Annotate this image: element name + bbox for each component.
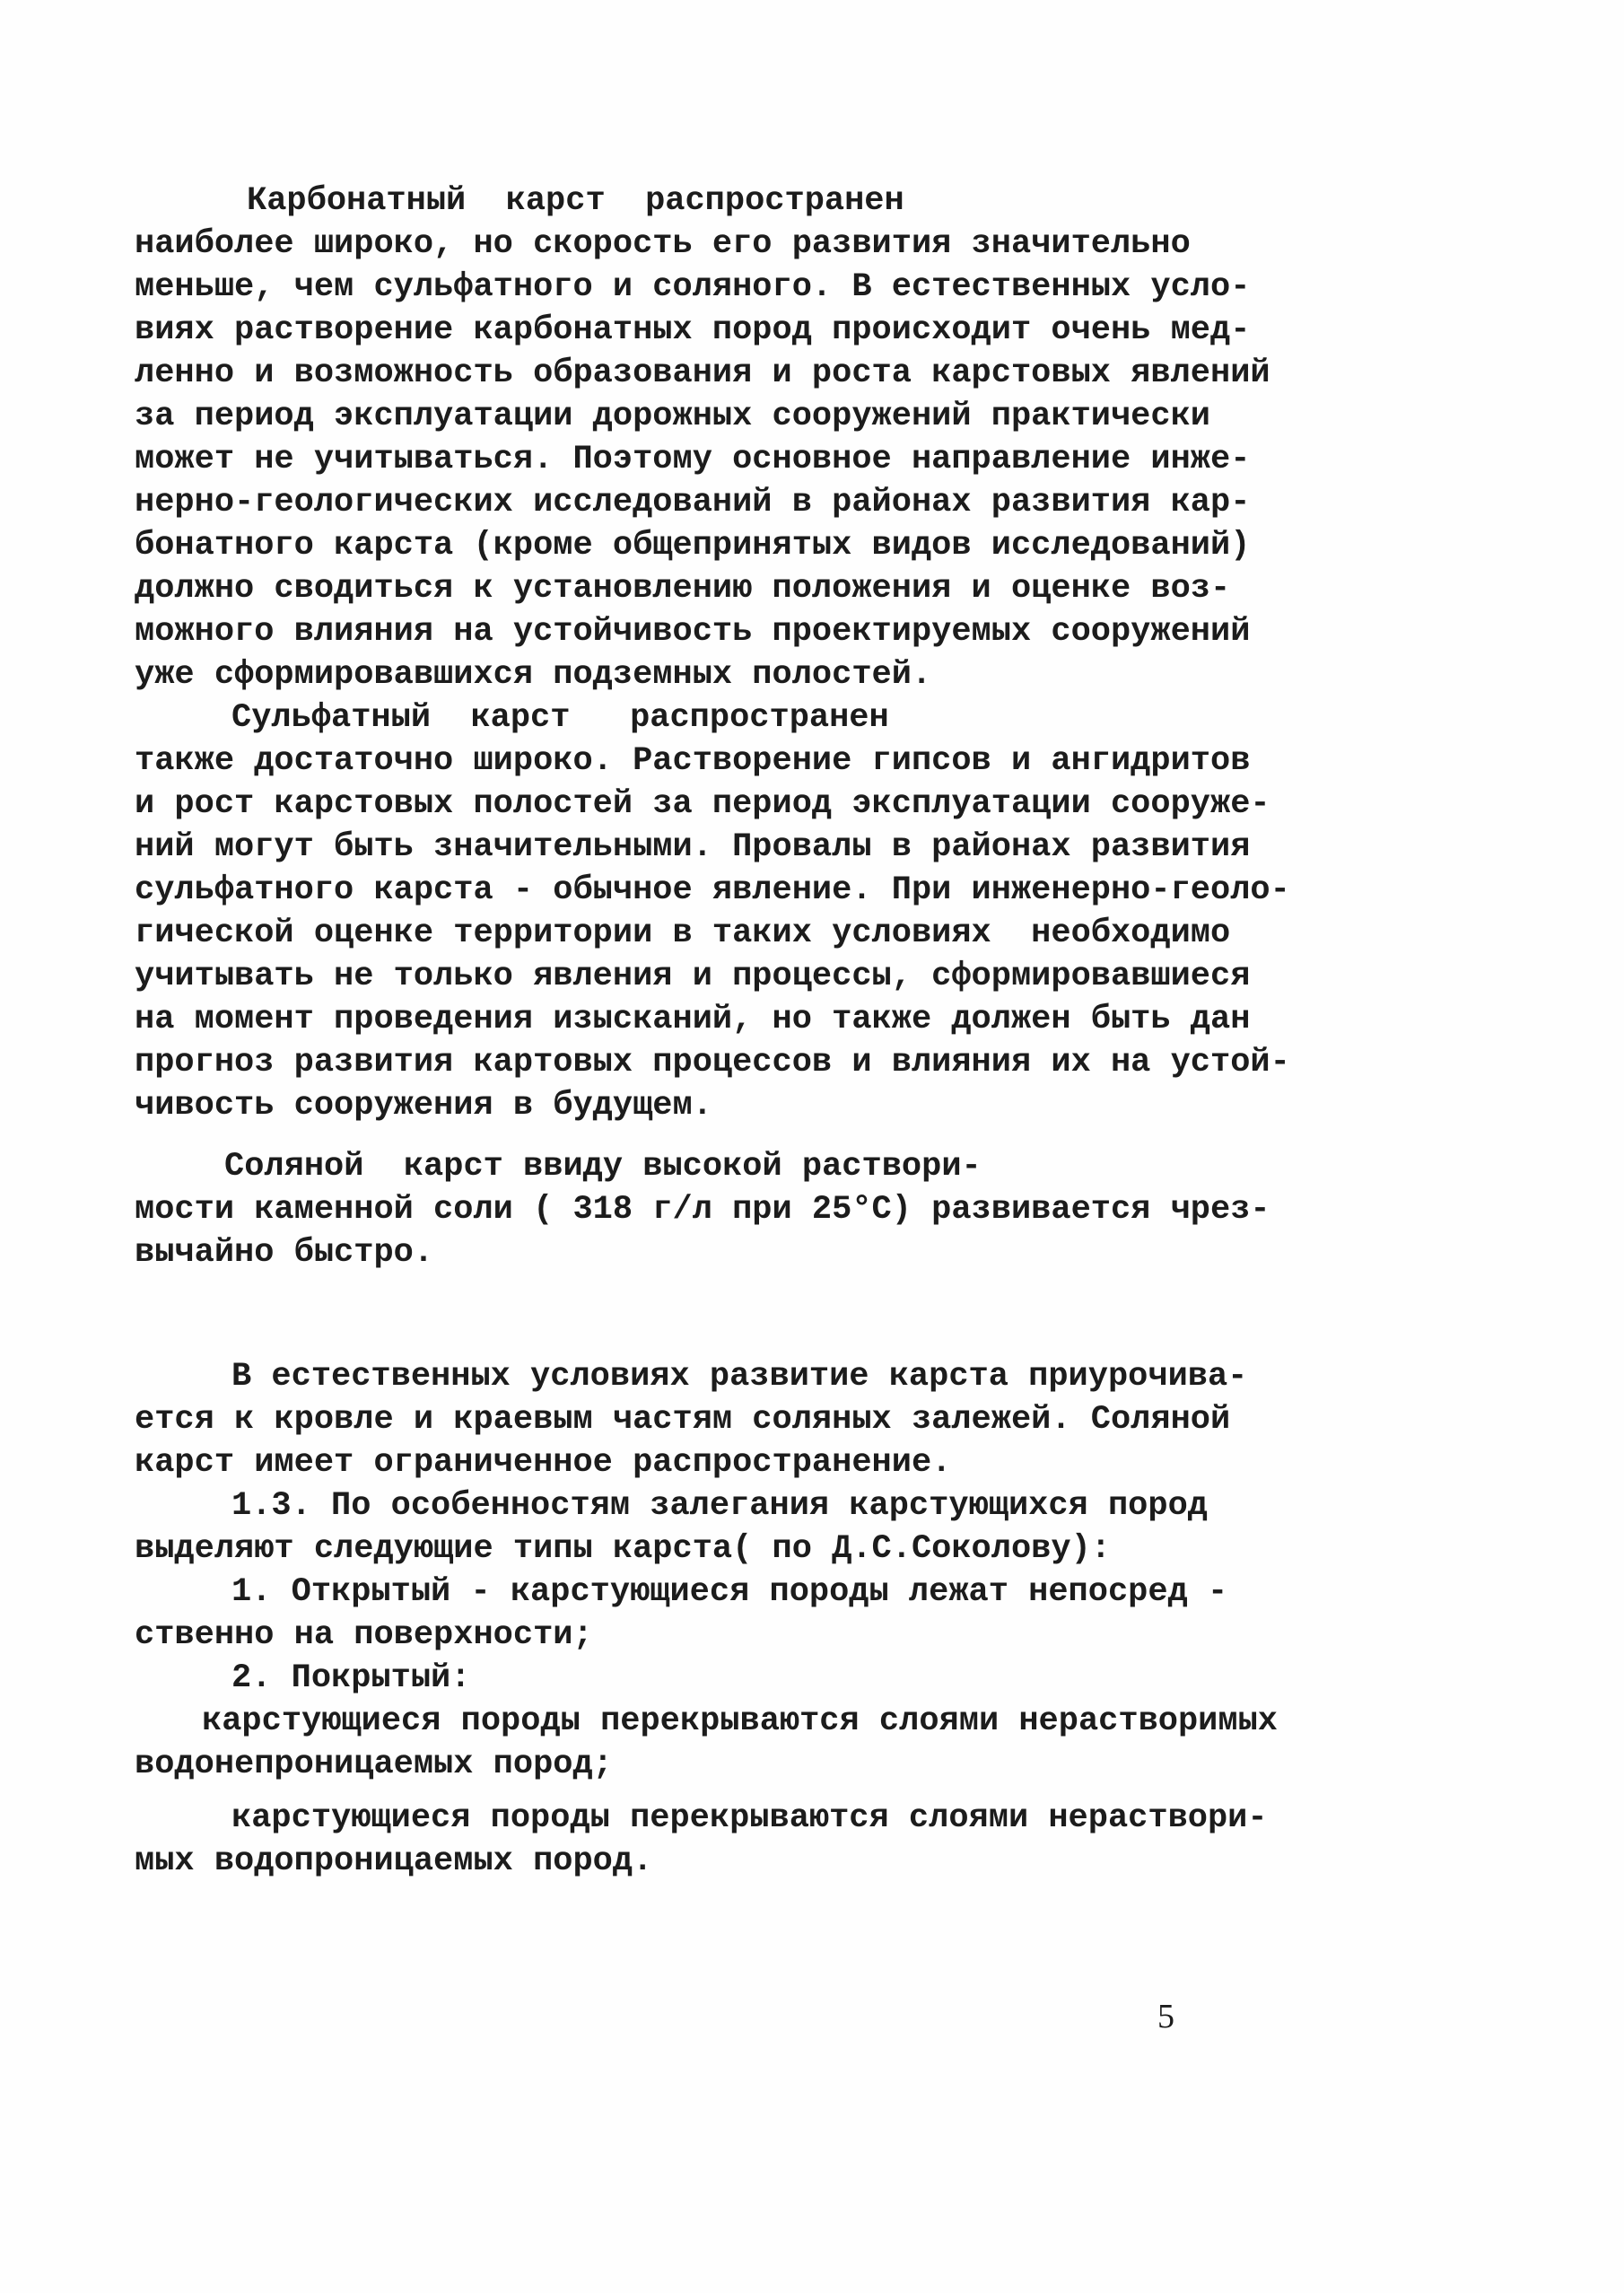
text-line: карст имеет ограниченное распространение. — [135, 1444, 952, 1482]
text-line: чивость сооружения в будущем. — [135, 1087, 712, 1125]
text-line: меньше, чем сульфатного и соляного. В естественных усло- — [135, 268, 1251, 306]
text-line: на момент проведения изысканий, но также должен быть дан — [135, 1001, 1251, 1038]
text-line: карстующиеся породы перекрываются слоями нераствори- — [231, 1799, 1268, 1837]
text-line: 1. Открытый - карстующиеся породы лежат непосред - — [231, 1573, 1228, 1611]
text-line: должно сводиться к установлению положения и оценке воз- — [135, 570, 1231, 608]
text-line: виях растворение карбонатных пород происходит очень мед- — [135, 311, 1251, 349]
text-line: и рост карстовых полостей за период эксплуатации сооруже- — [135, 785, 1270, 823]
text-line: ленно и возможность образования и роста карстовых явлений — [135, 354, 1270, 392]
text-line: вычайно быстро. — [135, 1234, 434, 1272]
text-line: нерно-геологических исследований в районах развития кар- — [135, 484, 1251, 521]
text-line: гической оценке территории в таких условиях необходимо — [135, 915, 1231, 952]
text-line: ний могут быть значительными. Провалы в районах развития — [135, 828, 1251, 866]
text-line: выделяют следующие типы карста( по Д.С.Соколову): — [135, 1530, 1111, 1568]
text-line: прогноз развития картовых процессов и влияния их на устой- — [135, 1044, 1290, 1081]
text-line: можного влияния на устойчивость проектируемых сооружений — [135, 613, 1251, 651]
text-line: водонепроницаемых пород; — [135, 1746, 613, 1783]
text-line: ется к кровле и краевым частям соляных залежей. Соляной — [135, 1401, 1231, 1439]
text-line: мости каменной соли ( 318 г/л при 25°С) развивается чрез- — [135, 1191, 1270, 1229]
text-line: бонатного карста (кроме общепринятых видов исследований) — [135, 527, 1251, 564]
text-line: карстующиеся породы перекрываются слоями нерастворимых — [202, 1702, 1278, 1740]
text-line: за период эксплуатации дорожных сооружений практически — [135, 398, 1210, 435]
text-line: 2. Покрытый: — [231, 1659, 471, 1697]
text-line: Соляной карст ввиду высокой раствори- — [224, 1148, 982, 1186]
text-line: Сульфатный карст распространен — [231, 699, 889, 737]
page-number: 5 — [1157, 1998, 1174, 2035]
text-line: В естественных условиях развитие карста приурочива- — [231, 1358, 1248, 1396]
text-line: 1.3. По особенностям залегания карстующихся пород — [231, 1487, 1208, 1525]
text-line: мых водопроницаемых пород. — [135, 1842, 653, 1880]
text-line: может не учитываться. Поэтому основное направление инже- — [135, 441, 1251, 478]
text-line: уже сформировавшихся подземных полостей. — [135, 656, 932, 694]
text-line: учитывать не только явления и процессы, сформировавшиеся — [135, 958, 1251, 995]
text-line: ственно на поверхности; — [135, 1616, 593, 1654]
text-line: наиболее широко, но скорость его развития значительно — [135, 225, 1191, 263]
text-line: также достаточно широко. Растворение гипсов и ангидритов — [135, 742, 1251, 780]
text-line: сульфатного карста - обычное явление. При инженерно-геоло- — [135, 871, 1290, 909]
text-line: Карбонатный карст распространен — [247, 182, 904, 220]
